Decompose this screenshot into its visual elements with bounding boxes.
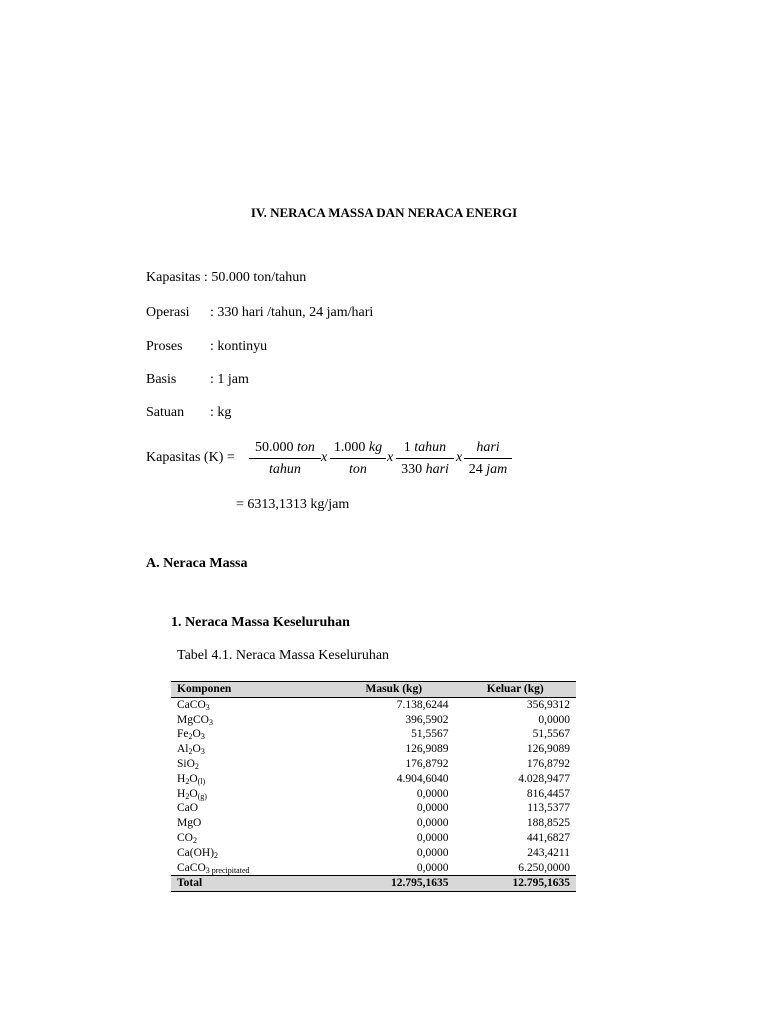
masuk-value: 0,0000 (416, 861, 449, 874)
keluar-value: 176,8792 (526, 757, 570, 770)
fraction-1 (249, 440, 321, 478)
multiply-operator-1: x (321, 450, 328, 465)
fraction-3-numerator: 1 tahun (403, 440, 447, 455)
multiply-operator-2: x (387, 450, 394, 465)
header-komponen: Komponen (171, 682, 333, 698)
table-header-row (171, 682, 576, 698)
keluar-value: 188,8525 (526, 817, 570, 830)
masuk-value: 0,0000 (416, 802, 449, 815)
table-row (171, 713, 576, 728)
component-name: CaCO$_3$ (177, 698, 210, 712)
fraction-1-denominator: tahun (269, 462, 301, 477)
keluar-value: 113,5377 (527, 802, 570, 815)
fraction-3-denominator: 330 hari (401, 462, 449, 477)
table-row (171, 757, 576, 772)
component-name: $H_2O_{(g)}$ (177, 787, 207, 801)
param-operasi-value: : 330 hari /tahun, 24 jam/hari (210, 305, 374, 320)
keluar-value: 816,4457 (526, 787, 570, 800)
param-operasi-label: Operasi (146, 305, 190, 320)
multiply-operator-3: x (456, 450, 463, 465)
table-row (171, 742, 576, 757)
table-caption: Tabel 4.1. Neraca Massa Keseluruhan (177, 648, 390, 663)
fraction-3 (396, 440, 454, 478)
section-heading-neraca-massa: A. Neraca Massa (146, 556, 248, 571)
masuk-value: 396,5902 (405, 713, 449, 726)
keluar-value: 126,9089 (526, 743, 570, 756)
fraction-2 (330, 440, 386, 478)
table-row (171, 816, 576, 831)
table-total-row (171, 876, 576, 892)
keluar-value: 0,0000 (538, 713, 570, 726)
header-masuk: Masuk (kg) (333, 682, 455, 698)
component-name: $Ca(OH)_2$ (177, 846, 219, 860)
total-label: Total (171, 876, 333, 892)
keluar-value: 51,5567 (532, 728, 570, 741)
page-title: IV. NERACA MASSA DAN NERACA ENERGI (250, 205, 518, 220)
masuk-value: 126,9089 (405, 743, 449, 756)
table-row (171, 846, 576, 861)
masuk-value: 7.138,6244 (396, 698, 449, 711)
component-name: SiO$_2$ (177, 757, 199, 771)
masuk-value: 0,0000 (416, 831, 449, 844)
fraction-2-numerator: 1.000 kg (333, 440, 383, 455)
masuk-value: 176,8792 (405, 757, 449, 770)
keluar-value: 6.250,0000 (518, 861, 570, 874)
param-satuan-label: Satuan (146, 405, 185, 420)
param-kapasitas: Kapasitas : 50.000 ton/tahun (146, 270, 307, 285)
header-keluar: Keluar (kg) (455, 682, 577, 698)
table-row (171, 861, 576, 876)
subsection-heading-keseluruhan: 1. Neraca Massa Keseluruhan (171, 615, 350, 630)
component-name: $CO_2$ (177, 831, 197, 845)
table-row (171, 697, 576, 712)
keluar-value: 356,9312 (526, 698, 570, 711)
masuk-value: 4.904,6040 (396, 772, 449, 785)
component-name: MgCO$_3$ (177, 713, 213, 727)
table-row (171, 772, 576, 787)
total-keluar: 12.795,1635 (455, 876, 577, 892)
mass-balance-table (171, 681, 576, 892)
table-row (171, 801, 576, 816)
fraction-1-numerator: 50.000 ton (255, 440, 315, 455)
keluar-value: 4.028,9477 (518, 772, 570, 785)
keluar-value: 441,6827 (526, 831, 570, 844)
param-proses-value: : kontinyu (210, 339, 268, 354)
table-row (171, 787, 576, 802)
param-basis-value: : 1 jam (210, 372, 249, 387)
formula-lhs: Kapasitas (K) = (146, 450, 235, 465)
keluar-value: 243,4211 (527, 846, 570, 859)
masuk-value: 51,5567 (411, 728, 449, 741)
masuk-value: 0,0000 (416, 787, 449, 800)
table-row (171, 727, 576, 742)
component-name: $Al_2O_3$ (177, 743, 205, 757)
param-basis-label: Basis (146, 372, 177, 387)
masuk-value: 0,0000 (416, 846, 449, 859)
component-name: MgO (177, 817, 202, 830)
fraction-2-denominator: ton (349, 462, 367, 477)
total-masuk: 12.795,1635 (333, 876, 455, 892)
param-proses-label: Proses (146, 339, 183, 354)
component-name: CaO (177, 802, 199, 815)
formula-result: = 6313,1313 kg/jam (236, 497, 350, 512)
fraction-4 (464, 440, 512, 478)
table-row (171, 831, 576, 846)
param-satuan-value: : kg (210, 405, 232, 420)
masuk-value: 0,0000 (416, 817, 449, 830)
fraction-4-numerator: hari (476, 440, 500, 455)
fraction-4-denominator: 24 jam (468, 462, 508, 477)
component-name: $H_2O_{(l)}$ (177, 772, 206, 786)
component-name: $Fe_2O_3$ (177, 728, 205, 742)
component-name: CaCO$_{3 precipitated}$ (177, 861, 250, 875)
